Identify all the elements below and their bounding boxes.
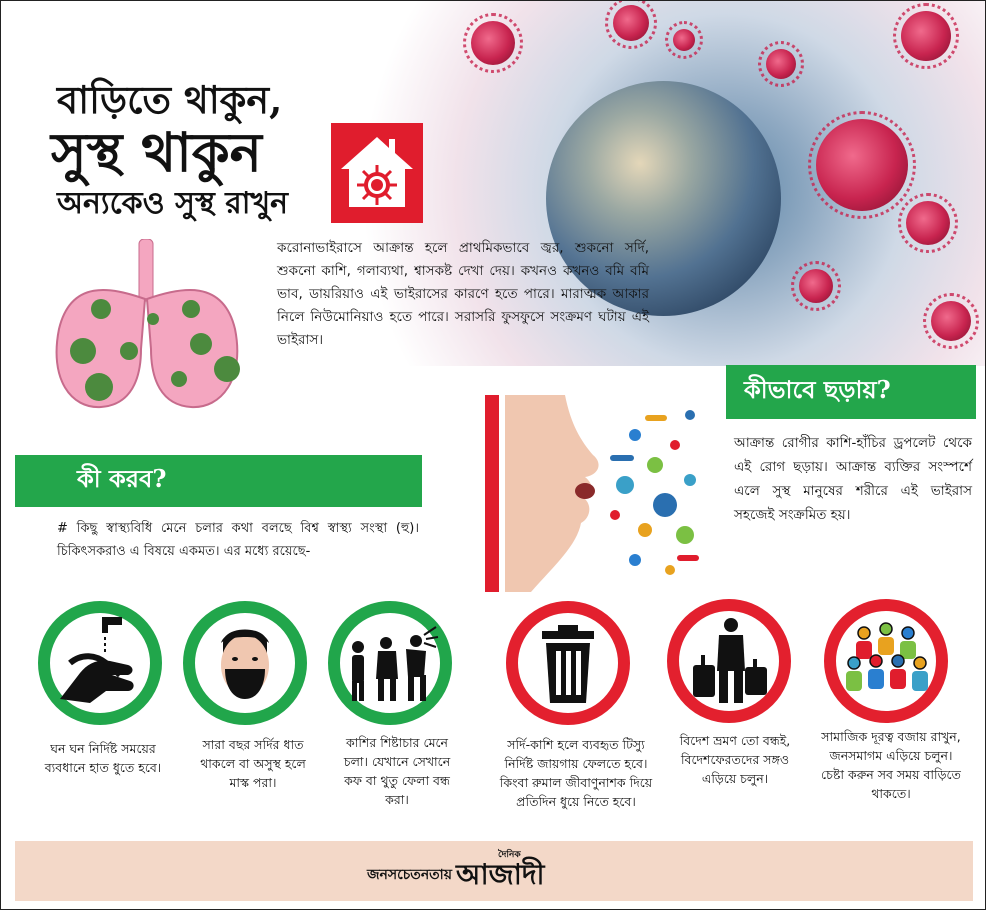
headline-line1: বাড়িতে থাকুন, (57, 77, 283, 122)
footer-sup: দৈনিক (498, 850, 521, 860)
footer-brand: আজাদী (456, 858, 545, 891)
virus-particle (471, 21, 515, 65)
virus-particle (931, 301, 971, 341)
what-to-do-title: কী করব? (15, 455, 422, 507)
footer-prefix: জনসচেতনতায় (367, 867, 452, 883)
cough-droplet-illustration (485, 395, 705, 592)
stay-home-icon (331, 123, 423, 223)
virus-particle (673, 29, 695, 51)
traveller-icon (667, 599, 791, 723)
dustbin-icon (506, 601, 630, 725)
dustbin-caption: সর্দি-কাশি হলে ব্যবহৃত টিস্যু নির্দিষ্ট জায়গায় ফেলতে হবে। কিংবা রুমাল জীবাণুনাশক দিয়ে প্রতিদিন ধুয়ে নিতে হবে। (499, 737, 653, 809)
virus-particle (906, 201, 950, 245)
handwash-icon (38, 601, 162, 725)
virus-particle (613, 5, 649, 41)
headline-line3: অন্যকেও সুস্থ রাখুন (57, 186, 289, 221)
lungs-illustration (41, 239, 251, 411)
mask-caption: সারা বছর সর্দির ধাত থাকলে বা অসুস্থ হলে মাস্ক পরা। (200, 737, 306, 790)
travel-caption: বিদেশ ভ্রমণ তো বন্ধই, বিদেশফেরতদের সঙ্গও এড়িয়ে চলুন। (679, 733, 791, 786)
cough-etiquette-icon (328, 601, 452, 725)
intro-paragraph: করোনাভাইরাসে আক্রান্ত হলে প্রাথমিকভাবে জ্বর, শুকনো সর্দি, শুকনো কাশি, গলাব্যথা, শ্বাসকষ্ট দেখা দেয়। কখনও কখনও বমি বমি ভাব, ডায়রিয়াও এই ভাইরাসের কারণে হতে পারে। মারাত্মক আকার নিলে নিউমোনিয়াও হতে পারে। সরাসরি ফুসফুসে সংক্রমণ ঘটায় এই ভাইরাস। (277, 240, 649, 348)
how-spread-text: আক্রান্ত রোগীর কাশি-হাঁচির ড্রপলেট থেকে এই রোগ ছড়ায়। আক্রান্ত ব্যক্তির সংস্পর্শে এলে সুস্থ মানুষের শরীরে এই ভাইরাস সহজেই সংক্রমিত হয়। (734, 435, 972, 523)
virus-particle (766, 49, 796, 79)
virus-particle (901, 11, 951, 61)
how-spread-title: কীভাবে ছড়ায়? (726, 365, 976, 419)
cough-etiquette-caption: কাশির শিষ্টাচার মেনে চলা। যেখানে সেখানে কফ বা থুতু ফেলা বন্ধ করা। (343, 735, 451, 807)
what-to-do-text: # কিছু স্বাস্থ্যবিধি মেনে চলার কথা বলছে বিশ্ব স্বাস্থ্য সংস্থা (হু)। চিকিৎসকরাও এ বিষয়ে একমত। এর মধ্যে রয়েছে- (57, 521, 419, 559)
social-distance-caption: সামাজিক দূরত্ব বজায় রাখুন, জনসমাগম এড়িয়ে চলুন। চেষ্টা করুন সব সময় বাড়িতে থাকতে। (821, 729, 961, 801)
virus-particle (799, 269, 833, 303)
crowd-icon (824, 599, 948, 723)
headline-line2: সুস্থ থাকুন (51, 120, 262, 184)
face-mask-icon (183, 601, 307, 725)
virus-particle (816, 119, 908, 211)
handwash-caption: ঘন ঘন নির্দিষ্ট সময়ের ব্যবধানে হাত ধুতে হবে। (44, 741, 162, 775)
